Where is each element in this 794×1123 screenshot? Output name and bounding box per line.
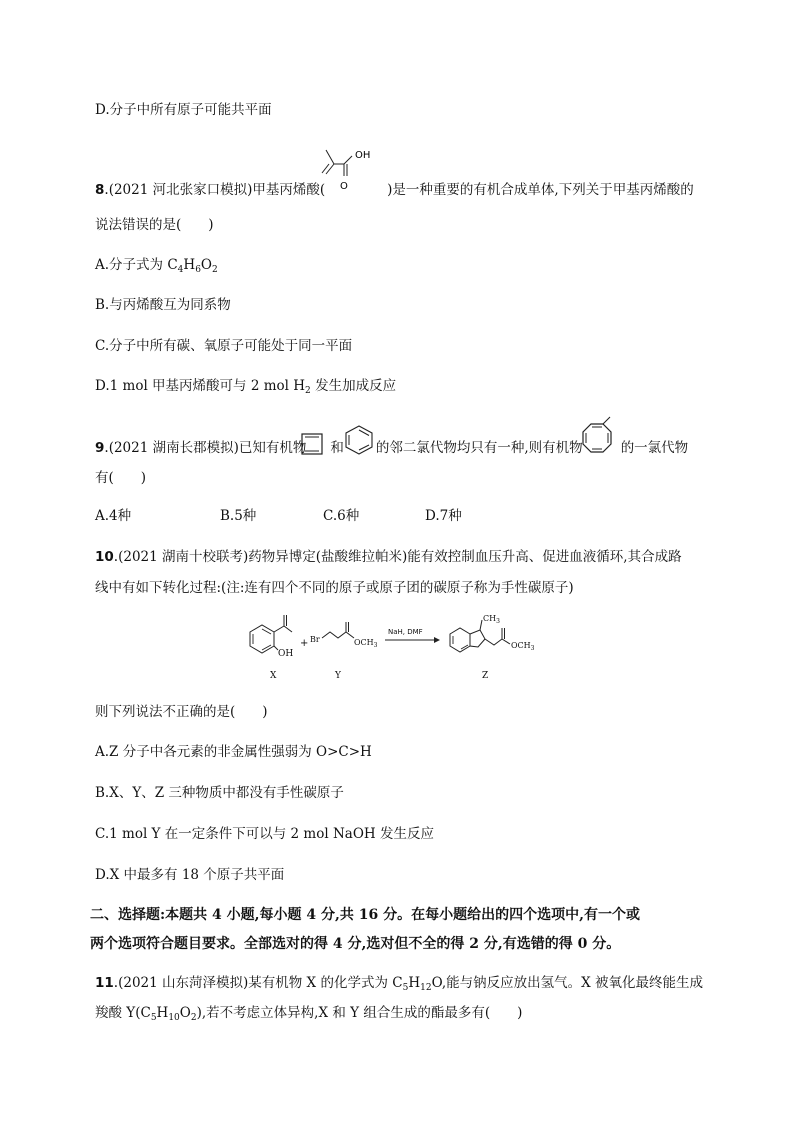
svg-text:OCH3: $OCH_3$ — [511, 641, 535, 652]
q8-stem-line2: 说法错误的是( ) — [95, 217, 214, 233]
label-z: Z — [482, 671, 489, 681]
svg-text:OH: OH — [278, 649, 294, 659]
q9-option-a[interactable]: A.4种 — [95, 508, 132, 524]
q8-option-d[interactable]: D.1 mol 甲基丙烯酸可与 2 mol $H_2$ 发生加成反应 — [95, 378, 397, 396]
q10-option-b[interactable]: B.X、Y、Z 三种物质中都没有手性碳原子 — [95, 785, 344, 801]
label-x: X — [270, 671, 277, 681]
reagent-label: NaH, DMF — [388, 628, 423, 636]
q9-option-d[interactable]: D.7种 — [425, 508, 462, 524]
compound-y — [310, 622, 378, 681]
q11-stem-line1: 11.(2021 山东菏泽模拟)某有机物 X 的化学式为 $C_5H_{12}O$,能与钠反应放出氢气。X 被氧化最终能生成 — [95, 975, 704, 993]
section-2-heading-line2: 两个选项符合题目要求。全部选对的得 4 分,选对但不全的得 2 分,有选错的得 0 分。 — [90, 936, 621, 952]
svg-text:Br: Br — [310, 635, 320, 644]
struct-o-label: O — [340, 181, 348, 192]
methyl-cyclooctatetraene-structure — [578, 416, 618, 460]
q9-stem-line1: 9.(2021 湖南长郡模拟)已知有机物 和 的邻二氯代物均只有一种,则有机物 的一氯代物 — [95, 440, 689, 456]
compound-x — [250, 615, 293, 681]
q10-stem-line2: 线中有如下转化过程:(注:连有四个不同的原子或原子团的碳原子称为手性碳原子) — [95, 580, 574, 596]
benzene-structure — [343, 424, 375, 456]
q10-option-c[interactable]: C.1 mol Y 在一定条件下可以与 2 mol NaOH 发生反应 — [95, 826, 434, 842]
compound-z — [450, 614, 535, 681]
q10-stem-line1: 10.(2021 湖南十校联考)药物异博定(盐酸维拉帕米)能有效控制血压升高、促进血液循环,其合成路 — [95, 549, 682, 565]
q7-option-d: D.分子中所有原子可能共平面 — [95, 102, 272, 118]
q11-number: 11 — [95, 975, 114, 991]
reaction-scheme — [240, 612, 570, 682]
q9-option-b[interactable]: B.5种 — [220, 508, 257, 524]
svg-text:+: + — [300, 638, 309, 649]
q9-number: 9 — [95, 440, 105, 456]
q8-stem-line1: 8.(2021 河北张家口模拟)甲基丙烯酸( )是一种重要的有机合成单体,下列关于甲基丙烯酸的 — [95, 182, 694, 198]
q10-option-d[interactable]: D.X 中最多有 18 个原子共平面 — [95, 867, 285, 883]
svg-text:CH3: $CH_3$ — [483, 614, 500, 625]
q8-number: 8 — [95, 182, 105, 198]
struct-oh-label: OH — [355, 150, 371, 161]
q8-option-a[interactable]: A.分子式为 $C_4H_6O_2$ — [95, 257, 218, 275]
q10-number: 10 — [95, 549, 114, 565]
q8-option-c[interactable]: C.分子中所有碳、氧原子可能处于同一平面 — [95, 338, 353, 354]
svg-text:OCH3: $OCH_3$ — [354, 638, 378, 649]
section-2-heading-line1: 二、选择题:本题共 4 小题,每小题 4 分,共 16 分。在每小题给出的四个选项中,有一个或 — [90, 907, 640, 923]
q11-stem-line2: 羧酸 $Y(C_5H_{10}O_2)$,若不考虑立体异构,X 和 Y 组合生成的酯最多有( ) — [95, 1005, 523, 1023]
q10-question: 则下列说法不正确的是( ) — [95, 704, 268, 720]
q8-option-b[interactable]: B.与丙烯酸互为同系物 — [95, 297, 231, 313]
label-y: Y — [335, 671, 341, 681]
cyclobutadiene-structure — [300, 432, 324, 458]
q10-option-a[interactable]: A.Z 分子中各元素的非金属性强弱为 O>C>H — [95, 744, 372, 760]
q9-stem-line2: 有( ) — [95, 470, 147, 486]
q9-option-c[interactable]: C.6种 — [323, 508, 360, 524]
